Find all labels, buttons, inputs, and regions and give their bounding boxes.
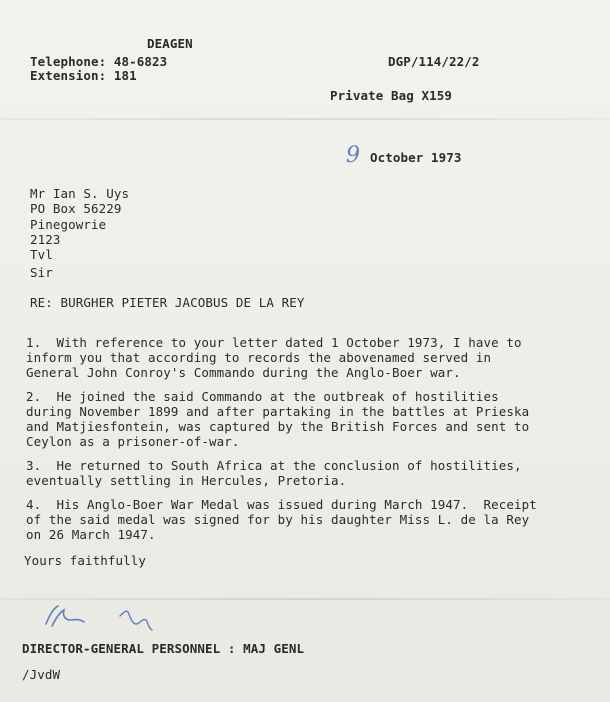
paragraph-line: and Matjiesfontein, was captured by the British Forces and sent to	[26, 419, 530, 434]
reference-number: DGP/114/22/2	[388, 54, 480, 69]
paragraph-line: of the said medal was signed for by his daughter Miss L. de la Rey	[26, 512, 530, 527]
paragraph-line: 4. His Anglo-Boer War Medal was issued during March 1947. Receipt	[26, 497, 537, 512]
paragraph-line: 3. He returned to South Africa at the conclusion of hostilities,	[26, 458, 522, 473]
private-bag: Private Bag X159	[330, 88, 453, 103]
telephone: Telephone: 48-6823	[30, 54, 168, 69]
paragraph-line: inform you that according to records the abovenamed served in	[26, 350, 492, 365]
paper-fold	[0, 118, 610, 120]
handwritten-signature	[40, 602, 160, 638]
subject-line: RE: BURGHER PIETER JACOBUS DE LA REY	[30, 295, 305, 310]
paragraph-line: during November 1899 and after partaking in the battles at Prieska	[26, 404, 530, 419]
typist-initials: /JvdW	[22, 667, 61, 682]
address-line: Tvl	[30, 247, 53, 262]
paragraph-line: 1. With reference to your letter dated 1 October 1973, I have to	[26, 335, 522, 350]
salutation: Sir	[30, 265, 53, 280]
paragraph-line: on 26 March 1947.	[26, 527, 156, 542]
closing: Yours faithfully	[24, 553, 147, 568]
paragraph-line: eventually settling in Hercules, Pretoria.	[26, 473, 347, 488]
date: October 1973	[370, 150, 462, 165]
address-line: 2123	[30, 232, 61, 247]
address-line: Pinegowrie	[30, 217, 107, 232]
org-name: DEAGEN	[147, 36, 193, 51]
signature-block: DIRECTOR-GENERAL PERSONNEL : MAJ GENL	[22, 641, 305, 656]
paragraph-line: Ceylon as a prisoner-of-war.	[26, 434, 240, 449]
paragraph-line: 2. He joined the said Commando at the outbreak of hostilities	[26, 389, 499, 404]
handwritten-day: 9	[346, 143, 360, 168]
address-line: Mr Ian S. Uys	[30, 186, 130, 201]
address-line: PO Box 56229	[30, 201, 122, 216]
paragraph-line: General John Conroy's Commando during the Anglo-Boer war.	[26, 365, 461, 380]
paper-fold	[0, 598, 610, 600]
extension: Extension: 181	[30, 68, 137, 83]
